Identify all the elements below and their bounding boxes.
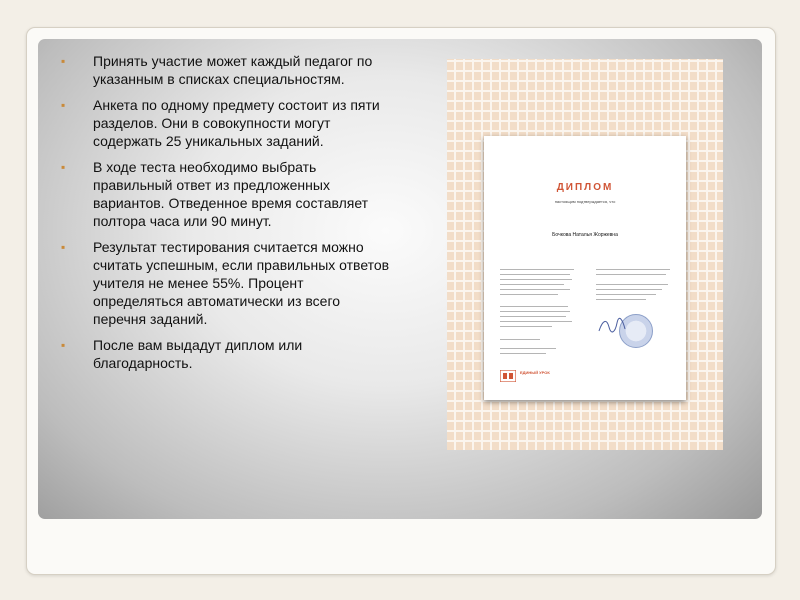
diploma-text-line — [596, 284, 668, 285]
diploma-text-line — [596, 269, 670, 270]
bullet-list — [60, 52, 395, 380]
diploma-recipient: Бочкова Наталья Жоржевна — [552, 232, 618, 238]
bullet-item — [60, 96, 395, 150]
bullet-text: В ходе теста необходимо выбрать правильный ответ из предложенных вариантов. Отведенное время составляет полтора часа или 90 минут. — [93, 159, 369, 229]
diploma-text-line — [500, 294, 558, 295]
diploma-text-line — [500, 316, 566, 317]
signature-icon — [597, 317, 627, 335]
diploma-title: ДИПЛОМ — [556, 182, 614, 193]
diploma-text-line — [500, 348, 556, 349]
bullet-marker-icon: ▪ — [61, 160, 66, 174]
bullet-item — [60, 336, 395, 372]
diploma-text-line — [500, 339, 540, 340]
bullet-item — [60, 238, 395, 328]
diploma-text-line — [500, 326, 552, 327]
diploma-text-line — [500, 311, 570, 312]
diploma-image — [484, 136, 686, 400]
bullet-item — [60, 52, 395, 88]
bullet-item — [60, 158, 395, 230]
diploma-subtitle: настоящим подтверждается, что — [554, 199, 616, 204]
diploma-text-line — [500, 269, 574, 270]
bullet-marker-icon: ▪ — [61, 338, 66, 352]
bullet-text: Результат тестирования считается можно считать успешным, если правильных ответов учителя не менее 55%. Процент определяться автоматически из всего перечня заданий. — [93, 239, 390, 327]
diploma-logo-icon — [500, 370, 516, 382]
diploma-text-line — [500, 353, 546, 354]
diploma-text-line — [596, 289, 662, 290]
bullet-text: Принять участие может каждый педагог по указанным в списках специальностям. — [93, 53, 373, 87]
diploma-text-line — [500, 274, 570, 275]
bullet-text: После вам выдадут диплом или благодарность. — [93, 337, 303, 371]
bullet-marker-icon: ▪ — [61, 240, 66, 254]
bullet-marker-icon: ▪ — [61, 98, 66, 112]
diploma-text-line — [596, 294, 656, 295]
bullet-marker-icon: ▪ — [61, 54, 66, 68]
diploma-text-line — [596, 299, 646, 300]
bullet-text: Анкета по одному предмету состоит из пяти разделов. Они в совокупности могут содержать 25 уникальных заданий. — [93, 97, 380, 149]
diploma-text-line — [500, 284, 564, 285]
diploma-text-line — [500, 289, 570, 290]
diploma-text-line — [500, 279, 572, 280]
diploma-text-line — [500, 321, 572, 322]
diploma-text-line — [500, 306, 568, 307]
diploma-logo-text: ЕДИНЫЙ УРОК — [520, 370, 550, 375]
diploma-text-line — [596, 274, 666, 275]
